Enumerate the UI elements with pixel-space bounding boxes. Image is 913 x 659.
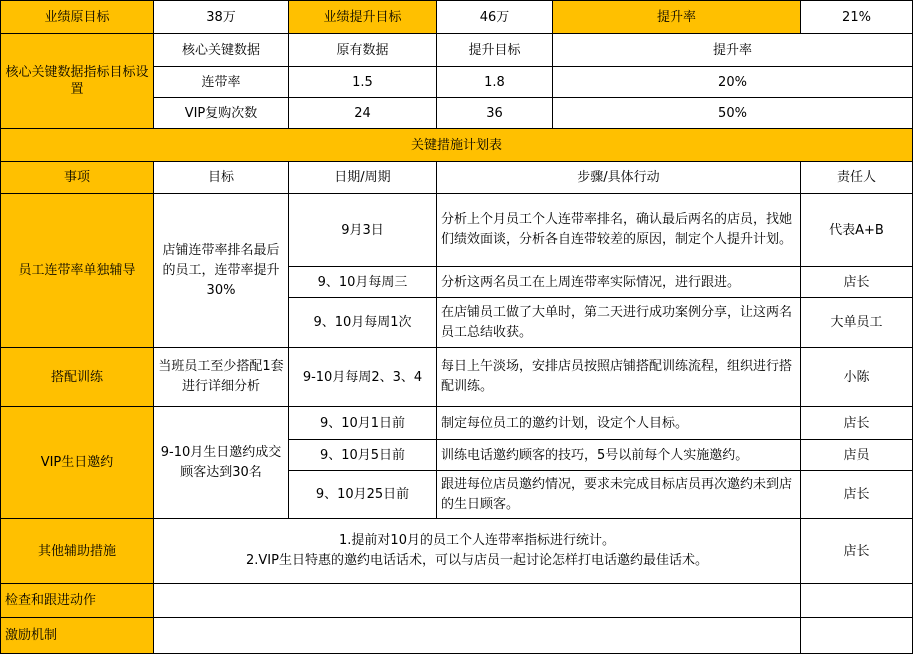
step-action[interactable]: 分析上个月员工个人连带率排名，确认最后两名的店员，找她们绩效面谈，分析各自连带较差的原因，制定个人提升计划。 bbox=[437, 194, 801, 267]
item-actions[interactable] bbox=[154, 519, 801, 584]
step-date[interactable]: 9、10月25日前 bbox=[289, 471, 437, 519]
plan-col-action: 步骤/具体行动 bbox=[437, 162, 801, 194]
step-action[interactable]: 跟进每位店员邀约情况，要求未完成目标店员再次邀约未到店的生日顾客。 bbox=[437, 471, 801, 519]
step-action[interactable]: 训练电话邀约顾客的技巧，5号以前每个人实施邀约。 bbox=[437, 440, 801, 471]
step-date[interactable]: 9月3日 bbox=[289, 194, 437, 267]
step-action[interactable]: 分析这两名员工在上周连带率实际情况，进行跟进。 bbox=[437, 267, 801, 298]
raise-rate-label: 提升率 bbox=[553, 1, 801, 34]
core-col-rate: 提升率 bbox=[553, 34, 913, 67]
core-col-name: 核心关键数据 bbox=[154, 34, 289, 67]
step-date[interactable]: 9、10月每周三 bbox=[289, 267, 437, 298]
original-target-label: 业绩原目标 bbox=[1, 1, 154, 34]
check-content[interactable] bbox=[154, 584, 801, 618]
action-line: 2.VIP生日特惠的邀约电话话术，可以与店员一起讨论怎样打电话邀约最佳话术。 bbox=[246, 553, 708, 568]
step-owner[interactable]: 店长 bbox=[801, 471, 913, 519]
step-date[interactable]: 9、10月5日前 bbox=[289, 440, 437, 471]
step-action[interactable]: 在店铺员工做了大单时，第二天进行成功案例分享，让这两名员工总结收获。 bbox=[437, 298, 801, 348]
step-action[interactable]: 制定每位员工的邀约计划，设定个人目标。 bbox=[437, 407, 801, 440]
step-action[interactable]: 每日上午淡场，安排店员按照店铺搭配训练流程，组织进行搭配训练。 bbox=[437, 348, 801, 407]
core-row-rate[interactable]: 20% bbox=[553, 67, 913, 98]
plan-col-owner: 责任人 bbox=[801, 162, 913, 194]
step-date[interactable]: 9-10月每周2、3、4 bbox=[289, 348, 437, 407]
step-owner[interactable]: 小陈 bbox=[801, 348, 913, 407]
step-owner[interactable]: 店长 bbox=[801, 267, 913, 298]
step-owner[interactable]: 代表A+B bbox=[801, 194, 913, 267]
core-targets-section-label: 核心关键数据指标目标设置 bbox=[1, 34, 154, 129]
plan-col-item: 事项 bbox=[1, 162, 154, 194]
original-target-value[interactable]: 38万 bbox=[154, 1, 289, 34]
step-date[interactable]: 9、10月1日前 bbox=[289, 407, 437, 440]
item-name: 员工连带率单独辅导 bbox=[1, 194, 154, 348]
item-goal[interactable]: 当班员工至少搭配1套进行详细分析 bbox=[154, 348, 289, 407]
plan-col-date: 日期/周期 bbox=[289, 162, 437, 194]
step-owner[interactable]: 店长 bbox=[801, 519, 913, 584]
incentive-label: 激励机制 bbox=[1, 618, 154, 654]
item-name: 搭配训练 bbox=[1, 348, 154, 407]
incentive-owner[interactable] bbox=[801, 618, 913, 654]
step-owner[interactable]: 店员 bbox=[801, 440, 913, 471]
action-line: 1.提前对10月的员工个人连带率指标进行统计。 bbox=[339, 533, 615, 548]
check-owner[interactable] bbox=[801, 584, 913, 618]
core-col-original: 原有数据 bbox=[289, 34, 437, 67]
plan-title: 关键措施计划表 bbox=[1, 129, 913, 162]
item-goal[interactable]: 店铺连带率排名最后的员工，连带率提升30% bbox=[154, 194, 289, 348]
item-goal[interactable]: 9-10月生日邀约成交顾客达到30名 bbox=[154, 407, 289, 519]
core-row-name: 连带率 bbox=[154, 67, 289, 98]
raise-target-value[interactable]: 46万 bbox=[437, 1, 553, 34]
core-row-name: VIP复购次数 bbox=[154, 98, 289, 129]
raise-rate-value[interactable]: 21% bbox=[801, 1, 913, 34]
item-name: VIP生日邀约 bbox=[1, 407, 154, 519]
plan-col-goal: 目标 bbox=[154, 162, 289, 194]
incentive-content[interactable] bbox=[154, 618, 801, 654]
core-row-original[interactable]: 24 bbox=[289, 98, 437, 129]
step-owner[interactable]: 店长 bbox=[801, 407, 913, 440]
raise-target-label: 业绩提升目标 bbox=[289, 1, 437, 34]
core-row-target[interactable]: 36 bbox=[437, 98, 553, 129]
core-row-target[interactable]: 1.8 bbox=[437, 67, 553, 98]
core-col-target: 提升目标 bbox=[437, 34, 553, 67]
check-label: 检查和跟进动作 bbox=[1, 584, 154, 618]
item-name: 其他辅助措施 bbox=[1, 519, 154, 584]
step-owner[interactable]: 大单员工 bbox=[801, 298, 913, 348]
step-date[interactable]: 9、10月每周1次 bbox=[289, 298, 437, 348]
core-row-rate[interactable]: 50% bbox=[553, 98, 913, 129]
core-row-original[interactable]: 1.5 bbox=[289, 67, 437, 98]
